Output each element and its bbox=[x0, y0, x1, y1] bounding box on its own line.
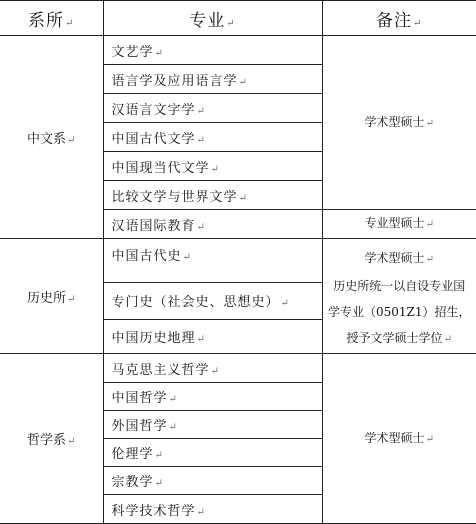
note-cell: 学术型硕士↵ bbox=[322, 354, 476, 524]
header-major: 专业↵ bbox=[103, 1, 322, 36]
major-cell: 专门史（社会史、思想史）↵ bbox=[103, 282, 322, 319]
note-line: 学专业（0501Z1）招生， bbox=[323, 299, 476, 325]
major-cell: 中国现当代文学↵ bbox=[103, 152, 322, 181]
department-cell: 中文系↵ bbox=[0, 36, 103, 239]
major-cell: 马克思主义哲学↵ bbox=[103, 354, 322, 383]
table-row bbox=[0, 354, 476, 383]
major-cell: 文艺学↵ bbox=[103, 36, 322, 65]
table-row bbox=[0, 239, 476, 283]
department-cell: 历史所↵ bbox=[0, 239, 103, 354]
note-line: 授予文学硕士学位↵ bbox=[323, 325, 476, 353]
major-cell: 语言学及应用语言学↵ bbox=[103, 65, 322, 94]
major-cell: 中国古代文学↵ bbox=[103, 123, 322, 152]
note-cell: 学术型硕士↵ bbox=[322, 36, 476, 210]
major-cell: 中国历史地理↵ bbox=[103, 319, 322, 353]
major-cell: 外国哲学↵ bbox=[103, 411, 322, 439]
header-row bbox=[0, 1, 476, 36]
major-cell: 比较文学与世界文学↵ bbox=[103, 181, 322, 210]
major-cell: 伦理学↵ bbox=[103, 439, 322, 467]
header-note: 备注↵ bbox=[322, 1, 476, 36]
note-line: 历史所统一以自设专业国 bbox=[323, 273, 476, 299]
note-cell: 专业型硕士↵ bbox=[322, 210, 476, 239]
major-cell: 汉语言文字学↵ bbox=[103, 94, 322, 123]
header-department: 系所↵ bbox=[0, 1, 103, 36]
major-cell: 中国哲学↵ bbox=[103, 383, 322, 411]
major-cell: 汉语国际教育↵ bbox=[103, 210, 322, 239]
major-cell: 科学技术哲学↵ bbox=[103, 495, 322, 524]
note-line: 学术型硕士↵ bbox=[323, 245, 476, 273]
department-cell: 哲学系↵ bbox=[0, 354, 103, 524]
note-cell bbox=[322, 239, 476, 354]
major-cell: 中国古代史↵ bbox=[103, 239, 322, 283]
major-cell: 宗教学↵ bbox=[103, 467, 322, 495]
table-row bbox=[0, 36, 476, 65]
